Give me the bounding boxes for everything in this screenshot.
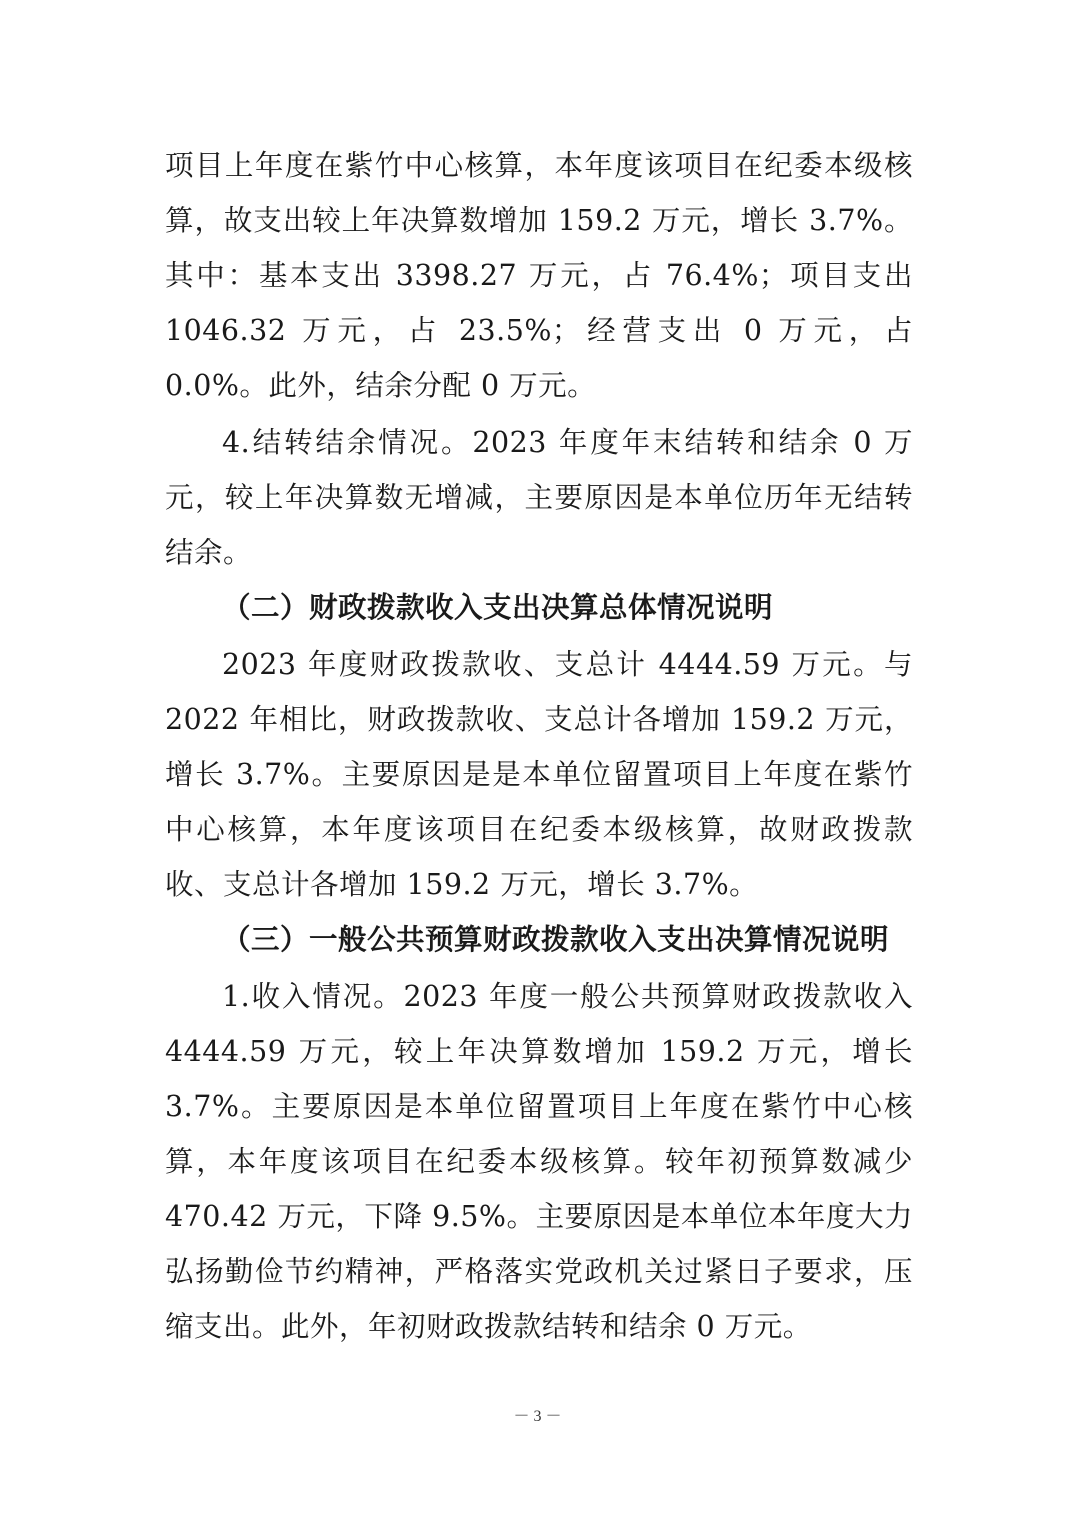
paragraph-carryover-balance: 4.结转结余情况。2023 年度年末结转和结余 0 万元，较上年决算数无增减，主要原因是本单位历年无结转结余。 bbox=[165, 426, 913, 569]
paragraph-income-situation: 1.收入情况。2023 年度一般公共预算财政拨款收入 4444.59 万元，较上年决算数增加 159.2 万元，增长 3.7%。主要原因是本单位留置项目上年度在紫竹中心核算，本年度该项目在纪委本级核算。较年初预算数减少 470.42 万元，下降 9.5%。主要原因是本单位本年度大力弘扬勤俭节约精神，严格落实党政机关过紧日子要求，压缩支出。此外，年初财政拨款结转和结余 0 万元。 bbox=[165, 980, 913, 1343]
page-number: － 3 － bbox=[513, 1408, 562, 1425]
paragraph-expenditure-continuation: 项目上年度在紫竹中心核算，本年度该项目在纪委本级核算，故支出较上年决算数增加 159.2 万元，增长 3.7%。其中：基本支出 3398.27 万元，占 76.4%；项目支出 1046.32 万元，占 23.5%；经营支出 0 万元，占 0.0%。此外，结余分配 0 万元。 bbox=[165, 149, 913, 402]
section-heading-general-budget: （三）一般公共预算财政拨款收入支出决算情况说明 bbox=[222, 923, 890, 956]
section-heading-fiscal-overview: （二）财政拨款收入支出决算总体情况说明 bbox=[222, 591, 774, 624]
paragraph-fiscal-total: 2023 年度财政拨款收、支总计 4444.59 万元。与 2022 年相比，财政拨款收、支总计各增加 159.2 万元，增长 3.7%。主要原因是是本单位留置项目上年度在紫竹中心核算，本年度该项目在纪委本级核算，故财政拨款收、支总计各增加 159.2 万元，增长 3.7%。 bbox=[165, 648, 913, 901]
document-body bbox=[165, 138, 913, 1354]
